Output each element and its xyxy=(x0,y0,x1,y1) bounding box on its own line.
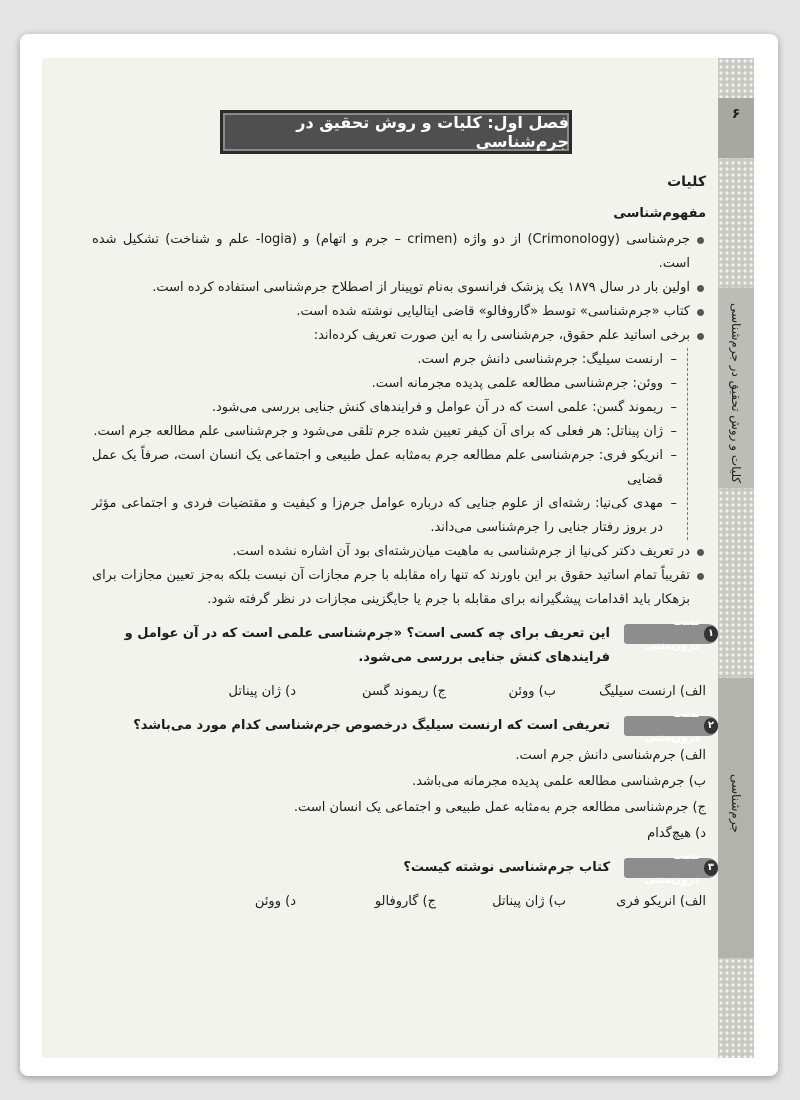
bullet-list-b xyxy=(92,540,706,612)
definition-item: – ریموند گسن: علمی است که در آن عوامل و فرایندهای کنش جنایی بررسی می‌شود. xyxy=(92,396,677,420)
page-content xyxy=(92,170,714,914)
question-badge xyxy=(624,707,718,744)
definition-item: – ژان پیناتل: هر فعلی که برای آن کیفر تعیین شده جرم تلقی می‌شود و جرم‌شناسی علم مطالعه جرم است. xyxy=(92,420,677,444)
question-text: این تعریف برای چه کسی است؟ «جرم‌شناسی علمی است که در آن عوامل و فرایندهای کنش جنایی بررسی می‌شود. xyxy=(124,626,610,665)
option-a[interactable]: الف) انریکو فری xyxy=(616,894,706,909)
bullet-item: جرم‌شناسی (Crimonology) از دو واژه (crimen – جرم و اتهام) و (logia- علم و شناخت) تشکیل شده است. xyxy=(92,228,706,276)
question-options xyxy=(92,744,706,846)
question-1 xyxy=(92,615,714,704)
option-a[interactable]: الف) جرم‌شناسی دانش جرم است. xyxy=(515,748,706,763)
side-label-chapter: کلیات و روش تحقیق در جرم‌شناسی xyxy=(729,302,743,484)
question-number: ۳ xyxy=(704,860,718,876)
badge-label: تست درون‌متنی xyxy=(644,849,700,886)
question-2 xyxy=(92,707,714,846)
question-number: ۱ xyxy=(704,626,718,642)
question-badge xyxy=(624,849,718,886)
bullet-item: اولین بار در سال ۱۸۷۹ یک پزشک فرانسوی به‌نام توپینار از اصطلاح جرم‌شناسی استفاده کرده است. xyxy=(92,276,706,300)
option-c[interactable]: ج) جرم‌شناسی مطالعه جرم به‌مثابه عمل طبیعی و اجتماعی یک انسان است. xyxy=(293,800,706,815)
option-c[interactable]: ج) گاروفالو xyxy=(374,894,436,909)
question-badge xyxy=(624,615,718,652)
option-b[interactable]: ب) ووئن xyxy=(508,684,556,699)
option-c[interactable]: ج) ریموند گسن xyxy=(362,684,446,699)
side-strip xyxy=(718,58,754,1058)
definition-item: – ووئن: جرم‌شناسی مطالعه علمی پدیده مجرمانه است. xyxy=(92,372,677,396)
badge-label: تست درون‌متنی xyxy=(644,707,700,744)
option-d[interactable]: د) ژان پیناتل xyxy=(228,684,296,699)
definitions-list xyxy=(92,348,688,540)
book-page xyxy=(42,58,754,1058)
option-a[interactable]: الف) ارنست سیلیگ xyxy=(599,684,706,699)
question-options xyxy=(92,890,706,914)
chapter-title: فصل اول: کلیات و روش تحقیق در جرم‌شناسی xyxy=(220,110,572,154)
option-d[interactable]: د) هیچ‌گدام xyxy=(647,826,706,841)
question-stem xyxy=(92,707,714,744)
question-text: تعریفی است که ارنست سیلیگ درخصوص جرم‌شناسی کدام مورد می‌باشد؟ xyxy=(133,718,610,733)
question-3 xyxy=(92,849,714,914)
definition-item: – ارنست سیلیگ: جرم‌شناسی دانش جرم است. xyxy=(92,348,677,372)
bullet-list-a xyxy=(92,228,706,348)
bullet-item: در تعریف دکتر کی‌نیا از جرم‌شناسی به ماهیت میان‌رشته‌ای بود آن اشاره نشده است. xyxy=(92,540,706,564)
definition-item: – انریکو فری: جرم‌شناسی علم مطالعه جرم به‌مثابه عمل طبیعی و اجتماعی یک انسان است، صرفاً یک عمل قضایی xyxy=(92,444,677,492)
bullet-item: تقریباً تمام اساتید حقوق بر این باورند که تنها راه مقابله با جرم مجازات آن نیست بلکه به‌جز تعیین مجازات برای بزهکار باید اقدامات پیشگیرانه برای مقابله با جرم یا جایگزینی مجازات در نظر گرفته شود. xyxy=(92,564,706,612)
question-text: کتاب جرم‌شناسی نوشته کیست؟ xyxy=(403,860,610,875)
side-label-topic: جرم‌شناسی xyxy=(729,773,743,833)
section-title: کلیات xyxy=(667,174,706,190)
bullet-item: کتاب «جرم‌شناسی» توسط «گاروفالو» قاضی ایتالیایی نوشته شده است. xyxy=(92,300,706,324)
bullet-item: برخی اساتید علم حقوق، جرم‌شناسی را به این صورت تعریف کرده‌اند: xyxy=(92,324,706,348)
option-b[interactable]: ب) ژان پیناتل xyxy=(492,894,566,909)
badge-label: تست درون‌متنی xyxy=(644,615,700,652)
question-options xyxy=(92,680,706,704)
definition-item: – مهدی کی‌نیا: رشته‌ای از علوم جنایی که درباره عوامل جرم‌زا و کیفیت و مقتضیات فردی و اجتماعی مؤثر در بروز رفتار جنایی را جرم‌شناسی می‌داند. xyxy=(92,492,677,540)
option-b[interactable]: ب) جرم‌شناسی مطالعه علمی پدیده مجرمانه می‌باشد. xyxy=(411,774,706,789)
question-number: ۲ xyxy=(704,718,718,734)
question-stem xyxy=(92,615,714,670)
page-number: ۶ xyxy=(731,106,741,122)
subsection-title: مفهوم‌شناسی xyxy=(613,206,706,221)
option-d[interactable]: د) ووئن xyxy=(254,894,296,909)
question-stem xyxy=(92,849,714,886)
